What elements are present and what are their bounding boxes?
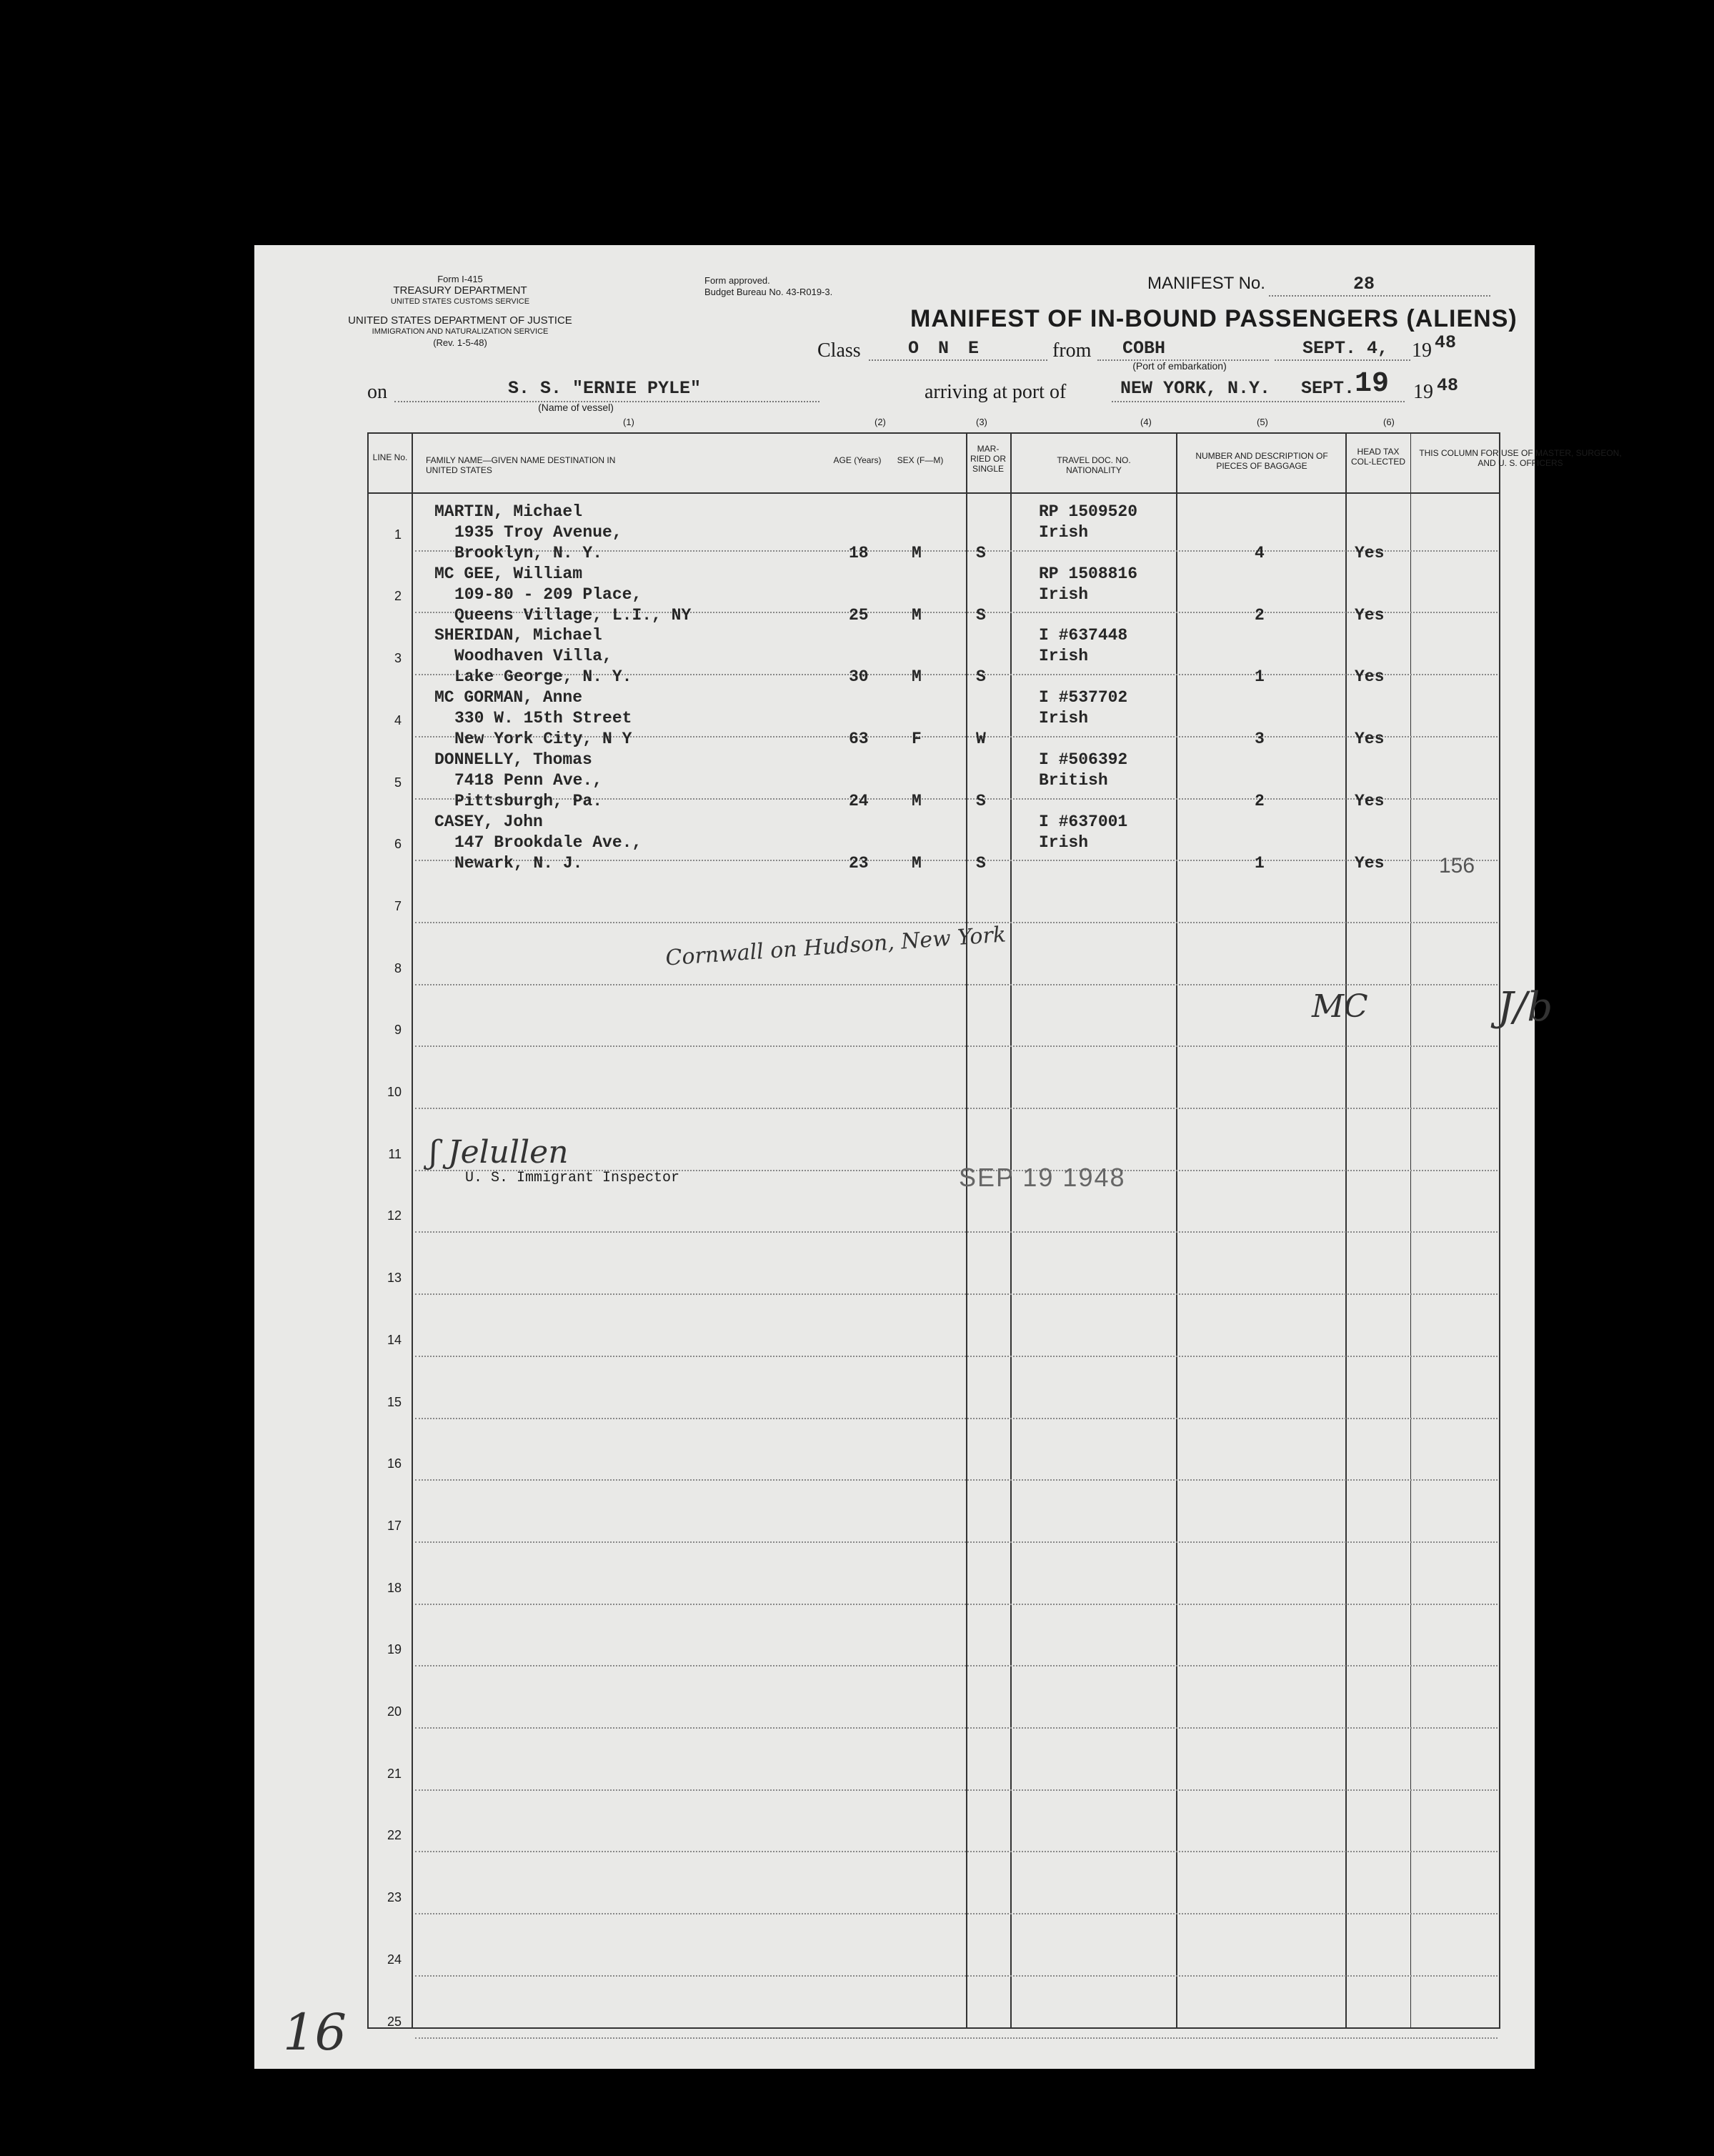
treasury-heading: TREASURY DEPARTMENT [393,284,527,297]
passenger-address-line1: 109-80 - 209 Place, [454,585,642,604]
customs-heading: UNITED STATES CUSTOMS SERVICE [390,297,530,306]
row-rule [415,1665,1498,1666]
manifest-number: 28 [1353,274,1375,294]
passenger-address-line2: Brooklyn, N. Y. [454,544,603,562]
arriving-label: arriving at port of [925,381,1067,403]
row-rule [415,1108,1498,1109]
passenger-baggage: 4 [1255,544,1265,562]
line-number: 2 [394,589,402,604]
row-rule [415,1913,1498,1914]
line-number: 22 [387,1828,402,1843]
inspector-signature: ʃ Jelullen [429,1134,569,1171]
passenger-nationality: Irish [1039,833,1089,852]
departure-date: SEPT. 4, [1302,338,1389,359]
passenger-baggage: 2 [1255,791,1265,810]
passenger-nationality: Irish [1039,523,1089,542]
passenger-head-tax: Yes [1355,791,1385,810]
line-number: 13 [387,1271,402,1286]
line-number: 21 [387,1766,402,1781]
line-number: 4 [394,712,402,727]
passenger-address-line2: New York City, N Y [454,730,632,749]
passenger-address-line1: 1935 Troy Avenue, [454,523,622,542]
passenger-marital-status: S [976,791,986,810]
line-number: 12 [387,1208,402,1223]
line-number: 14 [387,1332,402,1347]
column-number: (1) [623,417,634,427]
on-label: on [367,381,387,403]
column-number: (4) [1140,417,1152,427]
revision: (Rev. 1-5-48) [433,337,487,348]
officer-initials: J/b [1498,984,1553,1030]
col-header-sex: SEX (F—M) [897,455,944,465]
line-number: 16 [387,1456,402,1471]
row-rule [415,1356,1498,1357]
arrival-day: 19 [1355,368,1390,400]
passenger-address-line1: 147 Brookdale Ave., [454,833,642,852]
passenger-baggage: 1 [1255,667,1265,687]
passenger-sex: M [912,791,922,810]
line-number: 9 [394,1023,402,1038]
line-number: 6 [394,837,402,852]
col-header-name: FAMILY NAME—GIVEN NAME DESTINATION IN UNITED STATES [426,455,616,475]
passenger-marital-status: S [976,667,986,687]
col-header-travel: TRAVEL DOC. NO. NATIONALITY [1057,455,1131,475]
passenger-address-line2: Lake George, N. Y. [454,667,632,687]
passenger-head-tax: Yes [1355,667,1385,687]
column-number: (2) [875,417,886,427]
passenger-address-line1: Woodhaven Villa, [454,647,612,666]
budget-bureau: Budget Bureau No. 43-R019-3. [704,287,833,297]
passenger-name: DONNELLY, Thomas [434,750,592,769]
passenger-sex: M [912,544,922,562]
passenger-name: MARTIN, Michael [434,502,583,521]
passenger-age: 63 [849,730,869,749]
line-number: 10 [387,1085,402,1099]
arrival-port: NEW YORK, N.Y. [1120,378,1271,399]
row-rule [415,1418,1498,1419]
margin-number: 156 [1439,854,1475,878]
row-rule [415,1479,1498,1481]
col-header-line: LINE No. [372,452,408,462]
inspector-caption: U. S. Immigrant Inspector [465,1170,680,1186]
row-rule [415,1727,1498,1729]
manifest-title: MANIFEST OF IN-BOUND PASSENGERS (ALIENS) [910,305,1518,332]
passenger-name: SHERIDAN, Michael [434,626,602,645]
passenger-sex: M [912,667,922,687]
passenger-baggage: 2 [1255,605,1265,625]
form-number: Form I-415 [437,274,483,284]
line-number: 3 [394,651,402,666]
page-mark: 16 [283,2003,347,2062]
arrival-month: SEPT. [1301,378,1355,399]
manifest-label: MANIFEST No. [1147,274,1265,293]
justice-heading: UNITED STATES DEPARTMENT OF JUSTICE [348,314,572,327]
passenger-baggage: 3 [1255,730,1265,749]
passenger-marital-status: S [976,605,986,625]
departure-year-prefix: 19 [1412,339,1432,362]
officer-note: MC [1312,988,1368,1025]
date-stamp: SEP 19 1948 [959,1163,1126,1192]
passenger-address-line1: 7418 Penn Ave., [454,770,603,790]
row-rule [415,1231,1498,1233]
manifest-page [254,245,1622,2069]
passenger-head-tax: Yes [1355,605,1385,625]
line-number: 18 [387,1580,402,1595]
passenger-address-line2: Pittsburgh, Pa. [454,791,603,810]
passenger-travel-doc: RP 1508816 [1039,564,1138,583]
class-label: Class [817,339,861,362]
from-value: COBH [1122,338,1166,359]
handwritten-address: Cornwall on Hudson, New York [664,922,1007,971]
line-number: 7 [394,898,402,913]
passenger-nationality: Irish [1039,585,1089,604]
passenger-head-tax: Yes [1355,544,1385,562]
manifest-table [367,432,1622,2029]
from-label: from [1052,339,1092,362]
row-rule [415,2037,1498,2039]
row-rule [415,1293,1498,1295]
passenger-nationality: British [1039,770,1108,790]
line-number: 15 [387,1394,402,1409]
passenger-address-line1: 330 W. 15th Street [454,709,632,728]
row-rule [415,1975,1498,1977]
passenger-travel-doc: I #537702 [1039,688,1128,707]
row-rule [415,922,1498,923]
passenger-head-tax: Yes [1355,730,1385,749]
passenger-name: MC GORMAN, Anne [434,688,583,707]
passenger-head-tax: Yes [1355,853,1385,873]
row-rule [415,1789,1498,1791]
passenger-nationality: Irish [1039,709,1089,728]
passenger-nationality: Irish [1039,647,1089,666]
row-rule [415,1851,1498,1852]
vessel-name: S. S. "ERNIE PYLE" [508,378,702,399]
passenger-marital-status: S [976,544,986,562]
line-number: 5 [394,775,402,790]
passenger-address-line2: Newark, N. J. [454,853,583,873]
col-header-headtax: HEAD TAX COL-LECTED [1350,447,1405,467]
column-number: (3) [976,417,987,427]
passenger-baggage: 1 [1255,853,1265,873]
passenger-sex: M [912,605,922,625]
row-rule [415,1045,1498,1047]
arrival-year-prefix: 19 [1413,381,1433,403]
line-number: 25 [387,2014,402,2029]
departure-year: 48 [1435,332,1457,353]
col-header-married: MAR-RIED OR SINGLE [970,444,1006,474]
passenger-travel-doc: I #637001 [1039,812,1128,831]
passenger-age: 18 [849,544,869,562]
line-number: 20 [387,1704,402,1719]
vessel-caption: (Name of vessel) [538,402,614,413]
passenger-marital-status: S [976,853,986,873]
line-number: 8 [394,960,402,975]
passenger-age: 25 [849,605,869,625]
column-number: (5) [1257,417,1268,427]
col-header-officers: THIS COLUMN FOR USE OF MASTER, SURGEON, AND U. S. OFFICERS [1419,448,1622,468]
column-number: (6) [1383,417,1395,427]
passenger-name: CASEY, John [434,812,543,831]
row-rule [415,1541,1498,1543]
line-number: 1 [394,527,402,542]
passenger-travel-doc: RP 1509520 [1039,502,1138,521]
line-number: 19 [387,1642,402,1657]
passenger-sex: M [912,853,922,873]
line-number: 11 [388,1146,402,1161]
row-rule [415,984,1498,985]
passenger-age: 24 [849,791,869,810]
passenger-age: 30 [849,667,869,687]
line-number: 24 [387,1952,402,1967]
line-number: 17 [387,1518,402,1533]
passenger-travel-doc: I #637448 [1039,626,1128,645]
port-embarkation-caption: (Port of embarkation) [1132,360,1227,372]
col-header-baggage: NUMBER AND DESCRIPTION OF PIECES OF BAGGAGE [1195,451,1328,471]
arrival-year: 48 [1437,375,1459,396]
passenger-travel-doc: I #506392 [1039,750,1128,769]
ins-heading: IMMIGRATION AND NATURALIZATION SERVICE [372,327,549,336]
row-rule [415,1604,1498,1605]
passenger-address-line2: Queens Village, L.I., NY [454,605,692,625]
col-header-age: AGE (Years) [833,455,882,465]
passenger-marital-status: W [976,730,986,749]
line-number: 23 [387,1890,402,1905]
passenger-sex: F [912,730,922,749]
passenger-name: MC GEE, William [434,564,583,583]
form-approved: Form approved. [704,275,770,286]
class-value: O N E [908,338,984,359]
passenger-age: 23 [849,853,869,873]
